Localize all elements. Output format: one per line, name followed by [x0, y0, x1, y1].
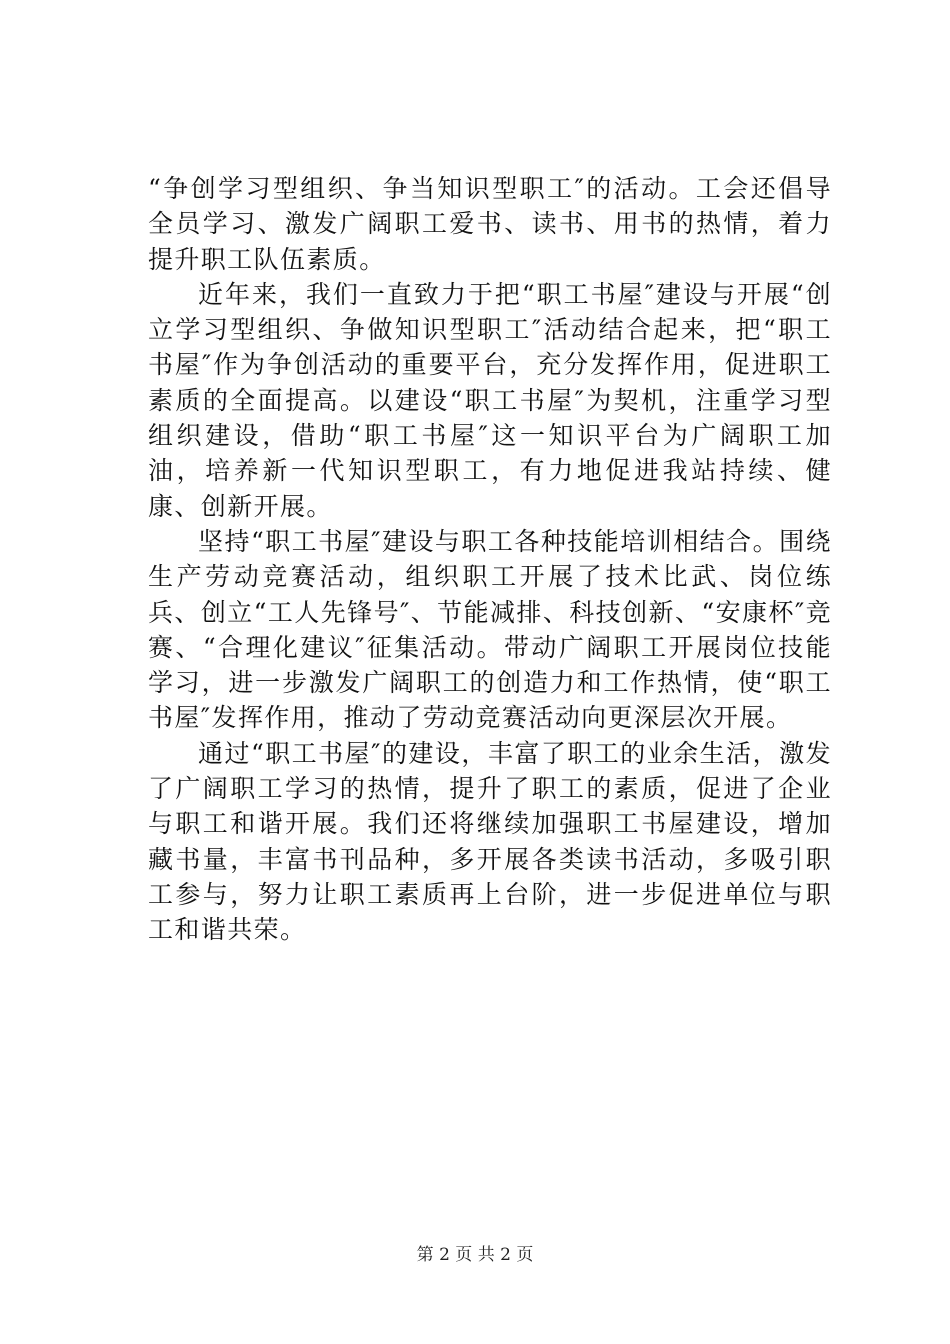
paragraph-4: 通过“职工书屋″的建设，丰富了职工的业余生活，激发了广阔职工学习的热情，提升了职工的素质，促进了企业与职工和谐开展。我们还将继续加强职工书屋建设，增加藏书量，丰富书刊品种，多开展各类读书活动，多吸引职工参与，努力让职工素质再上台阶，进一步促进单位与职工和谐共荣。 — [148, 738, 832, 945]
page-number-footer: 第 2 页 共 2 页 — [416, 1245, 534, 1265]
paragraph-1: “争创学习型组织、争当知识型职工″的活动。工会还倡导全员学习、激发广阔职工爱书、读书、用书的热情，着力提升职工队伍素质。 — [148, 174, 832, 274]
document-body — [148, 171, 832, 948]
paragraph-2: 近年来，我们一直致力于把“职工书屋″建设与开展“创立学习型组织、争做知识型职工″活动结合起来，把“职工书屋″作为争创活动的重要平台，充分发挥作用，促进职工素质的全面提高。以建设“职工书屋″为契机，注重学习型组织建设，借助“职工书屋″这一知识平台为广阔职工加油，培养新一代知识型职工，有力地促进我站持续、健康、创新开展。 — [148, 279, 832, 521]
paragraph-3: 坚持“职工书屋″建设与职工各种技能培训相结合。围绕生产劳动竞赛活动，组织职工开展了技术比武、岗位练兵、创立“工人先锋号″、节能减排、科技创新、“安康杯″竞赛、“合理化建议″征集活动。带动广阔职工开展岗位技能学习，进一步激发广阔职工的创造力和工作热情，使“职工书屋″发挥作用，推动了劳动竞赛活动向更深层次开展。 — [148, 526, 832, 733]
